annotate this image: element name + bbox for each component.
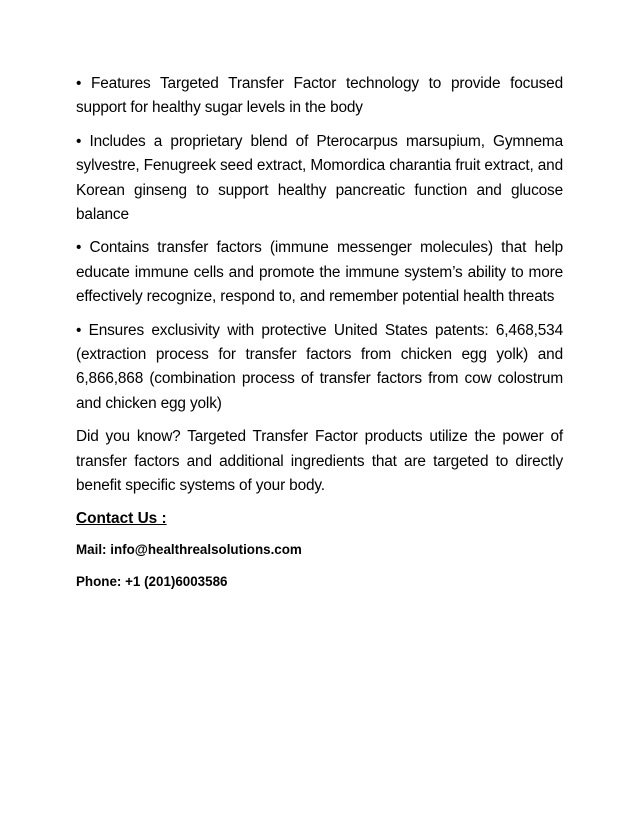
bullet-paragraph-targeted-technology: • Features Targeted Transfer Factor technology to provide focused support for healthy sugar levels in the body — [76, 75, 563, 117]
contact-mail: Mail: info@healthrealsolutions.com — [76, 541, 302, 557]
contact-heading: Contact Us : — [76, 509, 167, 527]
bullet-paragraph-proprietary-blend: • Includes a proprietary blend of Pterocarpus marsupium, Gymnema sylvestre, Fenugreek seed extract, Momordica charantia fruit extract, and Korean ginseng to support healthy pancreatic function and glucose balance — [76, 132, 563, 224]
document-page — [76, 72, 563, 604]
did-you-know-paragraph: Did you know? Targeted Transfer Factor products utilize the power of transfer factors and additional ingredients that are targeted to directly benefit specific systems of your body. — [76, 428, 563, 495]
bullet-paragraph-patents: • Ensures exclusivity with protective United States patents: 6,468,534 (extraction process for transfer factors from chicken egg yolk) and 6,866,868 (combination process of transfer factors from cow colostrum and chicken egg yolk) — [76, 321, 563, 412]
contact-phone: Phone: +1 (201)6003586 — [76, 573, 228, 589]
bullet-paragraph-transfer-factors: • Contains transfer factors (immune messenger molecules) that help educate immune cells and promote the immune system’s ability to more effectively recognize, respond to, and remember potential health threats — [76, 239, 563, 306]
